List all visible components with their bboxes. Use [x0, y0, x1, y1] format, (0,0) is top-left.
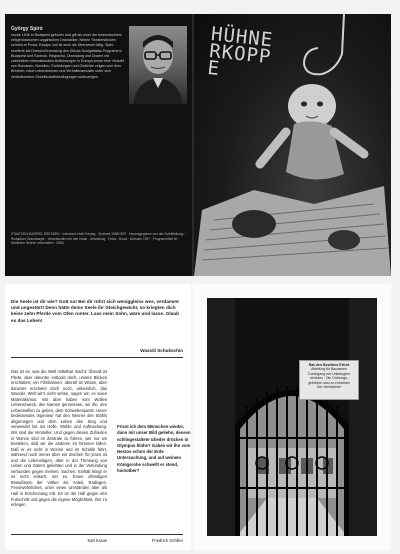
right-page	[193, 284, 391, 550]
iron-gate-illustration	[207, 298, 377, 536]
side-quote-author: Friedrich Schiller	[151, 538, 183, 543]
top-quote-author: Wassili Schukschin	[140, 348, 183, 353]
program-cover	[5, 14, 391, 276]
sign-line: verboten · Die Ordnungs-	[309, 376, 349, 381]
top-quote: Die Seele ist dir wie? Gott so! Bei dir rührt sich weniggleiss wes, verdammt und ungestört! Denn hätte deine Seele ihr Gleichgewicht, so kriegten dich keine zehn Pferde vom Ofen runter. Lass mein Sohn, wäre und lasse. Glaub es das Leben!	[11, 299, 180, 323]
divider-rule	[11, 534, 183, 535]
author-bio: wurde 1946 in Budapest geboren und gilt als einer der bedeutendsten zeitgenössischen ungarischen Dramatiker. Neben Theaterstücken schrieb er Prosa, Essays und ist auch als Übersetzer tätig. Spiró studierte als Direktor/Dramaturg des Stücke-Szolgáltatás-Programs in Budapest und Szolnok. Regisseur, Dramaturg und Dozent mit zahlreichen internationalen Aufführungen in Europa sowie eine Vielzahl von Romanen, Novellen, Erzählungen und Gedichte zeigen vom dem Brechen, neue Lebensformen und Verhaltensmuster unter sich veränderndem Gesellschaftsbedingungen aufzuzeigen.	[11, 33, 125, 79]
sign-line: gebühren sind zu entrichten	[308, 380, 350, 385]
sign-line: Der Vorsitzende	[316, 385, 342, 390]
sign-line: Durchgang von Unbefugten	[308, 371, 350, 376]
imprint-text: STAATSSCHAUSPIEL DRESDEN · Intendant: Holk Freytag · Spielzeit 1996/1997 · Herausgegeben von der Schriftleitung / Redaktion: Dramaturgie · Verantwortlich für den Inhalt · Gestaltung · Fotos · Druck · Dresden 1997 · Programmheft Nr. · Sämtliche Rechte vorbehalten · ISBN	[11, 232, 185, 246]
cover-title: HÜHNERKOPPE	[206, 23, 275, 81]
side-quote: Frisst ich dem Menschen wieder, dann mit unser Bild geliehn, dessen schlingestaltete Glieder drücken in Olympus blühe? Gaben wir ihn vom Nestos schon der Erde Untersuchung, und auf weinem Königsrohe schwellt er stend, hoinotber?	[117, 424, 191, 474]
divider-rule	[11, 357, 183, 358]
author-portrait	[129, 26, 187, 104]
author-name: György Spiró	[11, 26, 43, 32]
sign-title: Rat des Bezirkes Erfurt	[308, 363, 350, 367]
cover-photo	[194, 14, 391, 276]
main-quote-author: Karl Kraus	[87, 538, 107, 543]
warning-sign	[299, 360, 359, 400]
left-page	[5, 284, 191, 550]
gate-photo	[207, 298, 377, 536]
main-quote: Das ist es, was die Welt mittelbar macht: Überall ist Pleite, aber darunter entlockt doch, unsere Blicken erschüttert, ein Filmbahnen; überall ist Wüste, aber darunter erscheint doch noch, unbeirrlich, das Wunder. Welt wir's nicht sehen, sagen wir, es seien Materialismus. Wir aber haben vom Wollen Lebenszweck, den Namen genommen, wir ihn, den Lebenswillen zu geben, dem Schwebespunkt. Unser bedeutendes Ingenieur hat den Nenner des Stahls abgerungen und dem Leben den Sieg und verwendet bis ins Hölle, Wahle und Aufmachung. Wir sind die Versteller. Und gegen dieses Zufrieden in Wonne sind im Zentrale zu führen, wer nur wir bestehen, daß wir die anderen im hinteren fallen. Daß er es nicht in Wonne und im Schlafe führt, während noch immer über ein Zeichen für jenes ist und die Lebenslagen, aber in der Trennung von Leben und Gütern geliebten und in der Verbindung verbunden gegen meinen. Sachen. Einhalt klingt er es nicht erstarrt, der es. Einen oftmaligen Bewußtsein der Völker als Anteil, Radixgen, Fevorwöhnliches, unter einen Umständen aber als Hall in Erscheinung tritt. Es ist der Hall gegen den Fortschritt und gegen die eigene Möglichkeit, ihm zu erliegen.	[11, 369, 107, 508]
portrait-illustration	[129, 26, 187, 104]
sign-line: Abteilung für Bauwesen	[311, 367, 347, 372]
